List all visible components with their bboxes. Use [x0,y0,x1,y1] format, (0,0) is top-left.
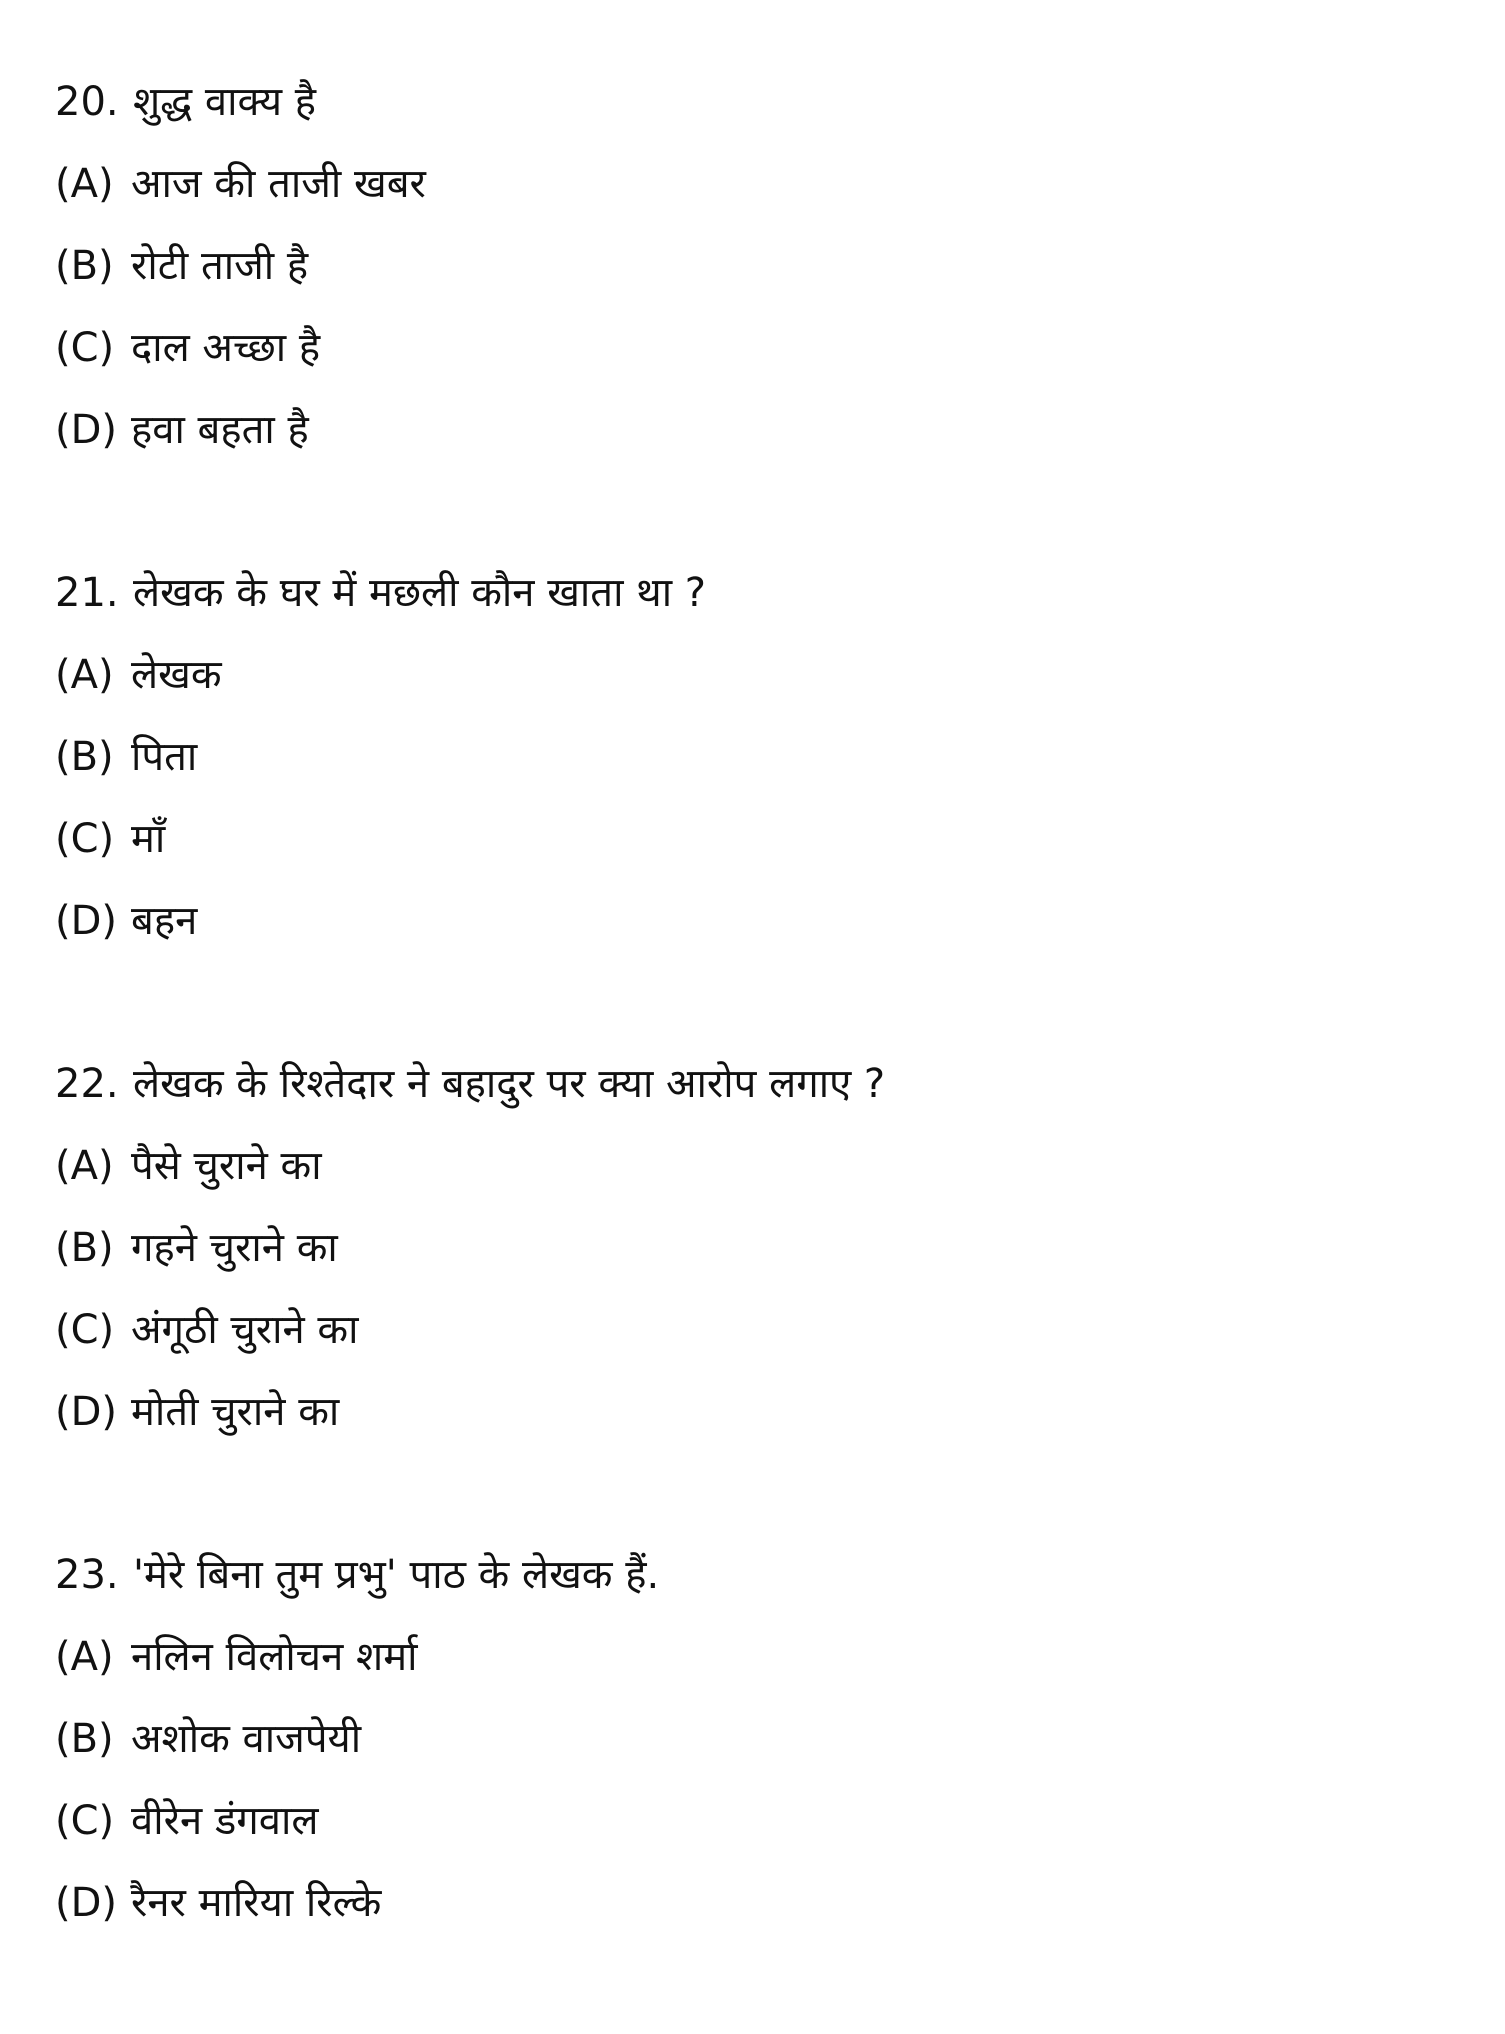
option-d [55,1382,1455,1464]
option-label: (C) [55,325,115,371]
option-label: (B) [55,1716,114,1762]
question-23 [55,1545,1455,1955]
option-d [55,1873,1455,1955]
question-number: 21. [55,570,119,616]
option-text: गहने चुराने का [131,1225,338,1271]
option-d [55,400,1455,482]
question-stem [55,563,1455,645]
option-label: (B) [55,734,114,780]
option-c [55,809,1455,891]
question-21 [55,563,1455,973]
option-c [55,1300,1455,1382]
option-label: (C) [55,816,115,862]
option-label: (D) [55,898,118,944]
option-label: (D) [55,1880,118,1926]
option-text: वीरेन डंगवाल [131,1798,319,1844]
question-number: 23. [55,1552,119,1598]
option-c [55,318,1455,400]
question-text: लेखक के घर में मछली कौन खाता था ? [133,570,707,616]
question-text: 'मेरे बिना तुम प्रभु' पाठ के लेखक हैं. [133,1552,660,1598]
option-c [55,1791,1455,1873]
option-label: (B) [55,243,114,289]
question-text: शुद्ध वाक्य है [133,79,317,125]
option-label: (A) [55,1143,114,1189]
question-stem [55,1545,1455,1627]
option-b [55,236,1455,318]
option-b [55,1709,1455,1791]
option-text: नलिन विलोचन शर्मा [131,1634,418,1680]
option-text: दाल अच्छा है [131,325,321,371]
option-text: माँ [131,816,166,862]
option-text: आज की ताजी खबर [131,161,426,207]
option-text: मोती चुराने का [131,1389,340,1435]
question-stem [55,72,1455,154]
option-label: (A) [55,1634,114,1680]
option-label: (A) [55,652,114,698]
option-label: (C) [55,1307,115,1353]
option-text: हवा बहता है [131,407,309,453]
question-20 [55,72,1455,482]
question-number: 20. [55,79,119,125]
option-label: (A) [55,161,114,207]
option-a [55,645,1455,727]
option-label: (D) [55,407,118,453]
option-b [55,727,1455,809]
option-text: बहन [131,898,198,944]
question-22 [55,1054,1455,1464]
question-stem [55,1054,1455,1136]
option-a [55,1627,1455,1709]
option-a [55,154,1455,236]
option-label: (D) [55,1389,118,1435]
option-text: पिता [131,734,198,780]
option-text: लेखक [131,652,222,698]
option-label: (C) [55,1798,115,1844]
option-text: पैसे चुराने का [131,1143,322,1189]
option-text: अशोक वाजपेयी [131,1716,362,1762]
option-text: रोटी ताजी है [131,243,309,289]
question-number: 22. [55,1061,119,1107]
option-text: रैनर मारिया रिल्के [131,1880,382,1926]
option-text: अंगूठी चुराने का [131,1307,359,1353]
option-d [55,891,1455,973]
option-b [55,1218,1455,1300]
option-a [55,1136,1455,1218]
question-text: लेखक के रिश्तेदार ने बहादुर पर क्या आरोप लगाए ? [133,1061,886,1107]
option-label: (B) [55,1225,114,1271]
